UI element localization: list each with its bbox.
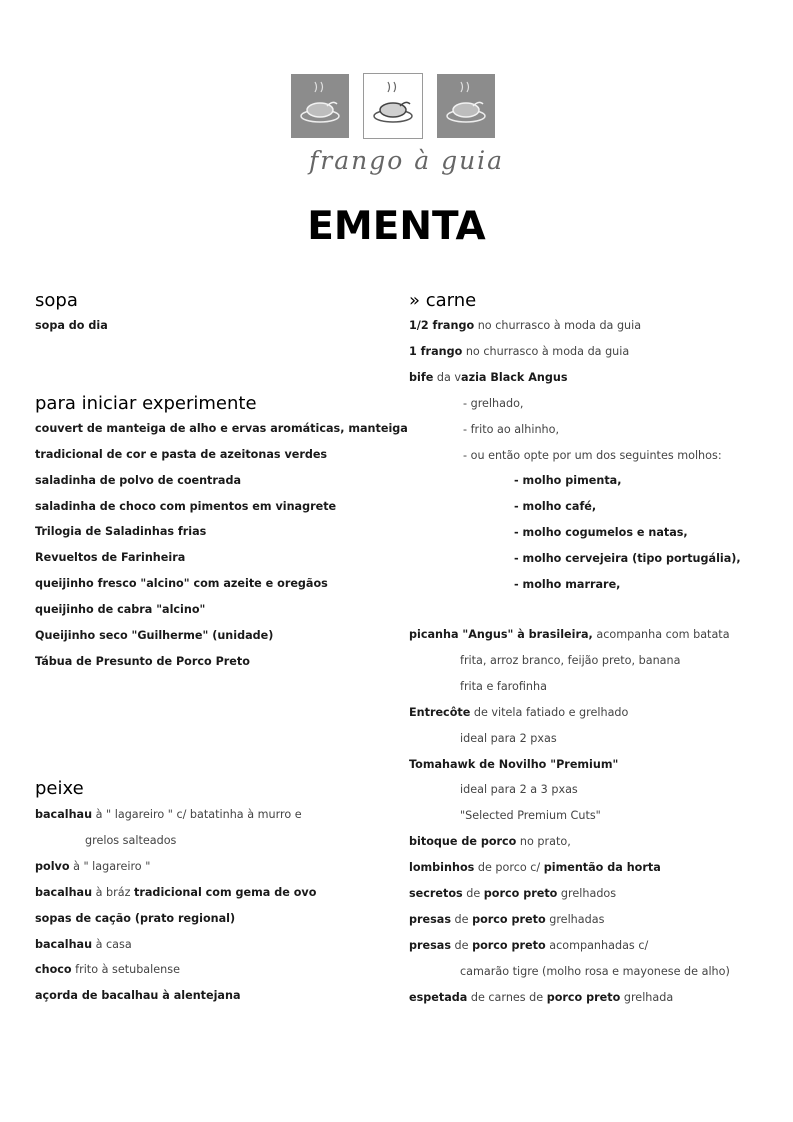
page-title: EMENTA <box>307 204 486 249</box>
menu-item-name: Queijinho seco "Guilherme" (unidade) <box>35 628 274 642</box>
menu-item-detail: de <box>462 887 484 900</box>
menu-item <box>460 783 578 797</box>
menu-item-detail: frita, arroz branco, feijão preto, banana <box>460 653 681 667</box>
roast-chicken-icon <box>291 74 349 138</box>
menu-item <box>409 861 661 875</box>
menu-item-name: queijinho de cabra "alcino" <box>35 602 206 616</box>
menu-item <box>460 680 547 694</box>
menu-item-name: porco preto <box>483 887 558 900</box>
menu-item <box>409 835 571 849</box>
menu-item <box>514 552 741 566</box>
menu-item-detail: - ou então opte por um dos seguintes molhos: <box>463 448 722 462</box>
menu-item <box>35 603 205 617</box>
menu-item-detail: à bráz <box>92 885 135 899</box>
menu-item <box>514 526 688 540</box>
menu-item-name: Tábua de Presunto de Porco Preto <box>35 654 250 668</box>
menu-item-name: porco preto <box>546 990 621 1004</box>
menu-item <box>35 938 132 952</box>
menu-item-detail: da v <box>433 370 462 384</box>
menu-item-name: sopas de cação (prato regional) <box>35 911 236 925</box>
menu-item-detail: acompanha com batata <box>592 628 730 641</box>
menu-item <box>35 319 108 333</box>
menu-item <box>35 629 273 643</box>
menu-item-detail: de carnes de <box>467 990 547 1004</box>
chicken-tile-center <box>364 74 422 138</box>
menu-item-detail: frita e farofinha <box>460 679 547 693</box>
menu-item <box>514 578 620 592</box>
menu-item <box>463 397 524 411</box>
menu-item-name: tradicional de cor e pasta de azeitonas verdes <box>35 447 328 461</box>
menu-item-name: bacalhau <box>35 885 93 899</box>
menu-item <box>35 912 235 926</box>
menu-item-name: tradicional com gema de ovo <box>134 885 317 899</box>
menu-item-name: - molho cervejeira (tipo portugália), <box>514 552 741 566</box>
section-heading-peixe: peixe <box>35 778 84 799</box>
menu-item-name: presas <box>409 938 451 952</box>
menu-item-name: espetada <box>409 990 468 1004</box>
menu-item-detail: no churrasco à moda da guia <box>462 344 630 358</box>
menu-item <box>409 758 618 772</box>
menu-item <box>35 655 250 669</box>
menu-item-name: bacalhau <box>35 937 93 951</box>
roast-chicken-icon <box>437 74 495 138</box>
menu-item-detail: no prato, <box>516 835 571 849</box>
menu-item-detail: camarão tigre (molho rosa e mayonese de alho) <box>460 964 730 978</box>
menu-item-name: lombinhos <box>409 861 475 875</box>
menu-item <box>409 913 604 927</box>
menu-item-name: - molho marrare, <box>514 578 621 591</box>
menu-item <box>514 500 596 514</box>
menu-item-detail: ideal para 2 a 3 pxas <box>460 783 578 797</box>
menu-item-name: queijinho fresco "alcino" com azeite e oregãos <box>35 577 328 591</box>
section-heading-iniciar: para iniciar experimente <box>35 393 257 414</box>
menu-item-name: 1/2 frango <box>409 319 475 332</box>
section-heading-carne: » carne <box>409 290 477 311</box>
menu-item-detail: - frito ao alhinho, <box>463 422 560 436</box>
menu-item <box>35 422 408 436</box>
menu-item-detail: "Selected Premium Cuts" <box>460 809 601 823</box>
menu-item-name: sopa do dia <box>35 319 108 332</box>
menu-item <box>35 963 180 977</box>
menu-item-detail: à casa <box>92 937 132 951</box>
menu-item-name: choco <box>35 963 72 977</box>
chicken-tile-right <box>437 74 495 138</box>
menu-item <box>460 965 730 979</box>
menu-item-name: - molho café, <box>514 500 597 514</box>
menu-item <box>35 551 185 565</box>
menu-item-detail: grelhados <box>557 887 617 900</box>
menu-item <box>460 654 680 668</box>
menu-item-detail: à " lagareiro " c/ batatinha à murro e <box>92 808 302 821</box>
roast-chicken-icon <box>364 74 422 138</box>
menu-item-name: presas <box>409 912 451 926</box>
menu-item-detail: à " lagareiro " <box>69 859 151 873</box>
menu-item-name: Tomahawk de Novilho "Premium" <box>409 757 619 771</box>
section-heading-sopa: sopa <box>35 290 78 311</box>
menu-item <box>35 448 327 462</box>
menu-item <box>409 991 673 1005</box>
menu-item-detail: grelos salteados <box>85 833 177 847</box>
menu-item <box>35 500 336 514</box>
menu-item-detail: ideal para 2 pxas <box>460 731 557 745</box>
menu-item <box>35 474 241 488</box>
menu-item-detail: frito à setubalense <box>71 963 180 977</box>
menu-item-name: Entrecôte <box>409 705 471 719</box>
menu-item <box>35 525 206 539</box>
logo-wordmark: frango à guia <box>309 146 505 175</box>
menu-item <box>514 474 621 488</box>
menu-item <box>409 319 641 333</box>
menu-item <box>409 371 568 385</box>
menu-item-name: polvo <box>35 859 70 873</box>
menu-item-detail: acompanhadas c/ <box>545 938 649 952</box>
menu-item <box>409 345 629 359</box>
menu-item-name: açorda de bacalhau à alentejana <box>35 989 241 1003</box>
menu-item-detail: grelhada <box>620 990 674 1004</box>
menu-item-name: bacalhau <box>35 808 93 821</box>
logo-tiles <box>291 74 495 140</box>
menu-item-name: - molho pimenta, <box>514 474 622 488</box>
menu-item <box>463 449 722 463</box>
menu-item <box>35 886 316 900</box>
menu-item <box>35 989 241 1003</box>
menu-item-detail: grelhadas <box>545 912 605 926</box>
chicken-tile-left <box>291 74 349 138</box>
menu-item <box>409 939 648 953</box>
menu-item <box>409 706 628 720</box>
menu-item-name: porco preto <box>472 938 546 952</box>
menu-item-name: saladinha de choco com pimentos em vinagrete <box>35 499 337 513</box>
menu-item-name: porco preto <box>472 912 546 926</box>
menu-item-detail: de vitela fatiado e grelhado <box>470 705 629 719</box>
menu-item-name: couvert de manteiga de alho e ervas aromáticas, manteiga <box>35 422 408 435</box>
menu-item <box>35 860 150 874</box>
menu-item-name: azia Black Angus <box>461 370 568 384</box>
menu-item <box>409 628 730 642</box>
menu-item-detail: de <box>450 938 473 952</box>
menu-item-name: Trilogia de Saladinhas frias <box>35 525 207 539</box>
menu-item-name: picanha "Angus" à brasileira, <box>409 628 593 641</box>
menu-item-name: bife <box>409 370 434 384</box>
menu-item <box>463 423 559 437</box>
menu-item-name: pimentão da horta <box>543 861 661 875</box>
menu-item <box>409 887 616 901</box>
menu-item <box>35 808 302 822</box>
menu-item-name: 1 frango <box>409 344 463 358</box>
menu-item-detail: no churrasco à moda da guia <box>474 319 642 332</box>
menu-item <box>35 577 328 591</box>
menu-item <box>460 732 557 746</box>
menu-item-name: saladinha de polvo de coentrada <box>35 473 242 487</box>
menu-item-name: Revueltos de Farinheira <box>35 551 186 565</box>
restaurant-logo <box>291 74 505 184</box>
menu-item-name: - molho cogumelos e natas, <box>514 526 688 540</box>
menu-item-detail: de porco c/ <box>474 861 544 875</box>
menu-item-detail: - grelhado, <box>463 396 524 410</box>
menu-item <box>85 834 176 848</box>
menu-item-detail: de <box>450 912 473 926</box>
menu-item-name: bitoque de porco <box>409 835 517 849</box>
menu-item-name: secretos <box>409 887 463 900</box>
menu-item <box>460 809 601 823</box>
